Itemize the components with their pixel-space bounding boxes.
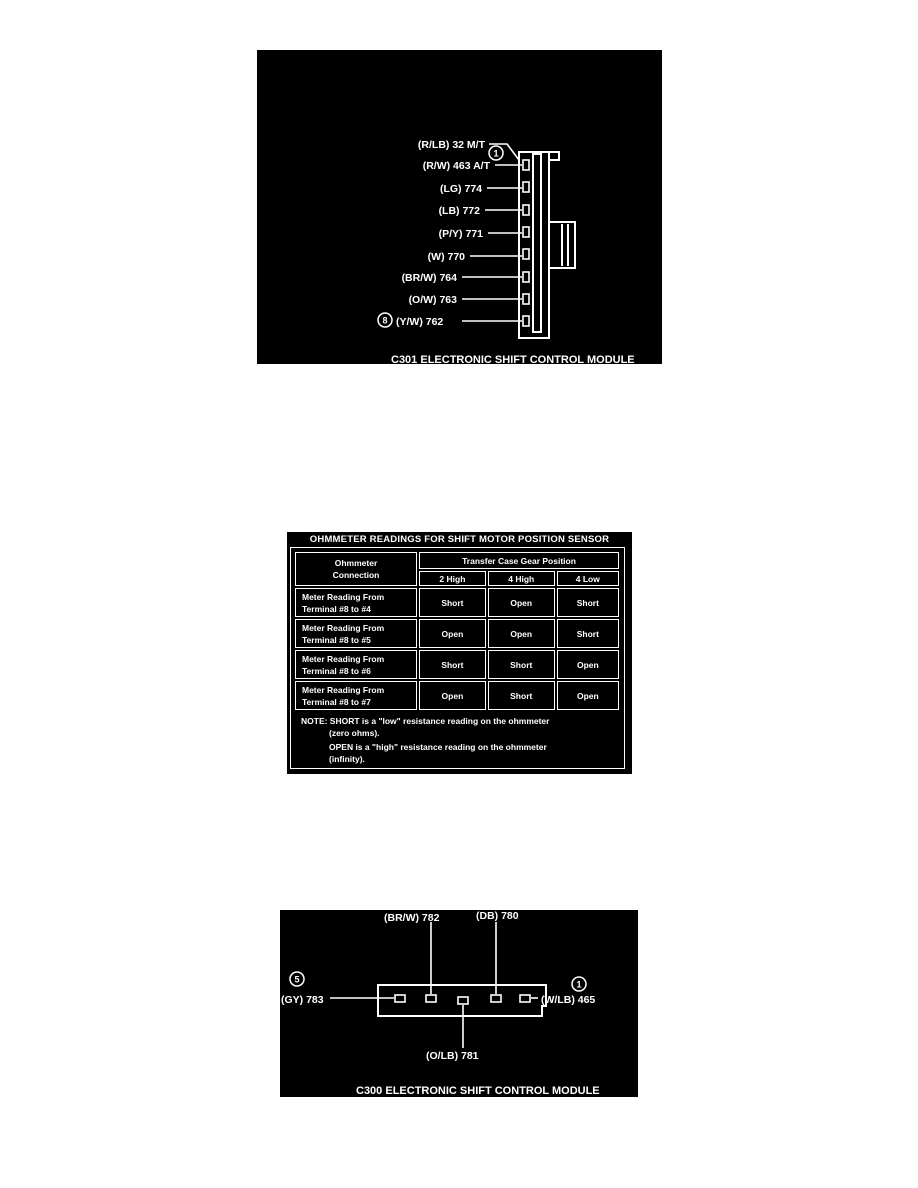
cell-value: Open bbox=[557, 650, 619, 679]
cell-value: Open bbox=[488, 588, 555, 617]
c300-terminals bbox=[395, 995, 530, 1004]
c301-wire-label-1: (R/W) 463 A/T bbox=[422, 160, 490, 172]
cell-value: Open bbox=[419, 681, 486, 710]
cell-value: Short bbox=[557, 619, 619, 648]
cell-value: Short bbox=[419, 650, 486, 679]
row-label-line1: Meter Reading From bbox=[302, 684, 385, 695]
ohmmeter-table bbox=[293, 550, 621, 712]
note-line-3: OPEN is a "high" resistance reading on the ohmmeter bbox=[329, 742, 547, 752]
row-label bbox=[295, 619, 417, 648]
row-label-line2: Terminal #8 to #6 bbox=[302, 665, 371, 676]
row-label-line1: Meter Reading From bbox=[302, 653, 385, 664]
c301-wire-label-5: (W) 770 bbox=[427, 251, 465, 263]
c301-pin1-label: 1 bbox=[493, 148, 499, 159]
cell-value: Short bbox=[557, 588, 619, 617]
table-note bbox=[301, 716, 621, 765]
c301-wire-label-7: (O/W) 763 bbox=[408, 294, 457, 306]
c301-wire-label-2: (LG) 774 bbox=[439, 183, 482, 195]
row-label-line1: Meter Reading From bbox=[302, 591, 385, 602]
cell-value: Short bbox=[488, 650, 555, 679]
col-header-2high: 2 High bbox=[419, 571, 486, 586]
c300-wire-olb: (O/LB) 781 bbox=[426, 1050, 479, 1062]
c300-wire-gy: (GY) 783 bbox=[281, 994, 324, 1006]
group-header: Transfer Case Gear Position bbox=[419, 552, 619, 569]
row-label-line2: Terminal #8 to #7 bbox=[302, 696, 371, 707]
c301-connector-diagram bbox=[257, 50, 662, 364]
c301-wire-label-3: (LB) 772 bbox=[438, 205, 480, 217]
table-row bbox=[295, 619, 619, 648]
c301-wire-label-6: (BR/W) 764 bbox=[401, 272, 457, 284]
cell-value: Open bbox=[488, 619, 555, 648]
table-frame bbox=[290, 547, 625, 769]
col-header-4low: 4 Low bbox=[557, 571, 619, 586]
table-row bbox=[295, 588, 619, 617]
table-title: OHMMETER READINGS FOR SHIFT MOTOR POSITION SENSOR bbox=[309, 534, 610, 545]
c301-pin8-label: 8 bbox=[382, 315, 388, 326]
c300-caption: C300 ELECTRONIC SHIFT CONTROL MODULE bbox=[356, 1085, 600, 1097]
table-row bbox=[295, 681, 619, 710]
row-label bbox=[295, 681, 417, 710]
row-label-line1: Meter Reading From bbox=[302, 622, 385, 633]
c300-pin1-label: 1 bbox=[576, 979, 582, 990]
note-line-4: (infinity). bbox=[329, 753, 365, 764]
c300-pin5-label: 5 bbox=[294, 974, 300, 985]
c300-wire-brw: (BR/W) 782 bbox=[384, 912, 440, 924]
c300-diagram-svg bbox=[280, 910, 638, 1097]
c301-terminals bbox=[523, 160, 529, 326]
cell-value: Open bbox=[419, 619, 486, 648]
row-label-line2: Terminal #8 to #4 bbox=[302, 603, 371, 614]
c301-wire-label-0: (R/LB) 32 M/T bbox=[417, 139, 485, 151]
ohmmeter-readings-panel bbox=[287, 532, 632, 774]
note-line-1: NOTE: SHORT is a "low" resistance reading on the ohmmeter bbox=[301, 716, 550, 726]
c301-diagram-svg bbox=[257, 50, 662, 364]
cell-value: Short bbox=[419, 588, 486, 617]
row-label-line2: Terminal #8 to #5 bbox=[302, 634, 371, 645]
c301-caption: C301 ELECTRONIC SHIFT CONTROL MODULE bbox=[391, 354, 635, 364]
c301-wire-label-4: (P/Y) 771 bbox=[438, 228, 483, 240]
note-line-2: (zero ohms). bbox=[329, 727, 380, 738]
row-label bbox=[295, 650, 417, 679]
c301-connector-body bbox=[519, 152, 575, 338]
c300-connector-diagram bbox=[280, 910, 638, 1097]
table-row bbox=[295, 650, 619, 679]
row-label bbox=[295, 588, 417, 617]
c300-wire-db: (DB) 780 bbox=[476, 910, 519, 922]
conn-header: Ohmmeter Connection bbox=[332, 558, 380, 580]
table-header-row bbox=[295, 552, 619, 569]
cell-value: Open bbox=[557, 681, 619, 710]
c301-wire-label-8: (Y/W) 762 bbox=[396, 316, 444, 328]
cell-value: Short bbox=[488, 681, 555, 710]
col-header-4high: 4 High bbox=[488, 571, 555, 586]
c300-wire-wlb: (W/LB) 465 bbox=[541, 994, 596, 1006]
conn-header-cell bbox=[295, 552, 417, 586]
